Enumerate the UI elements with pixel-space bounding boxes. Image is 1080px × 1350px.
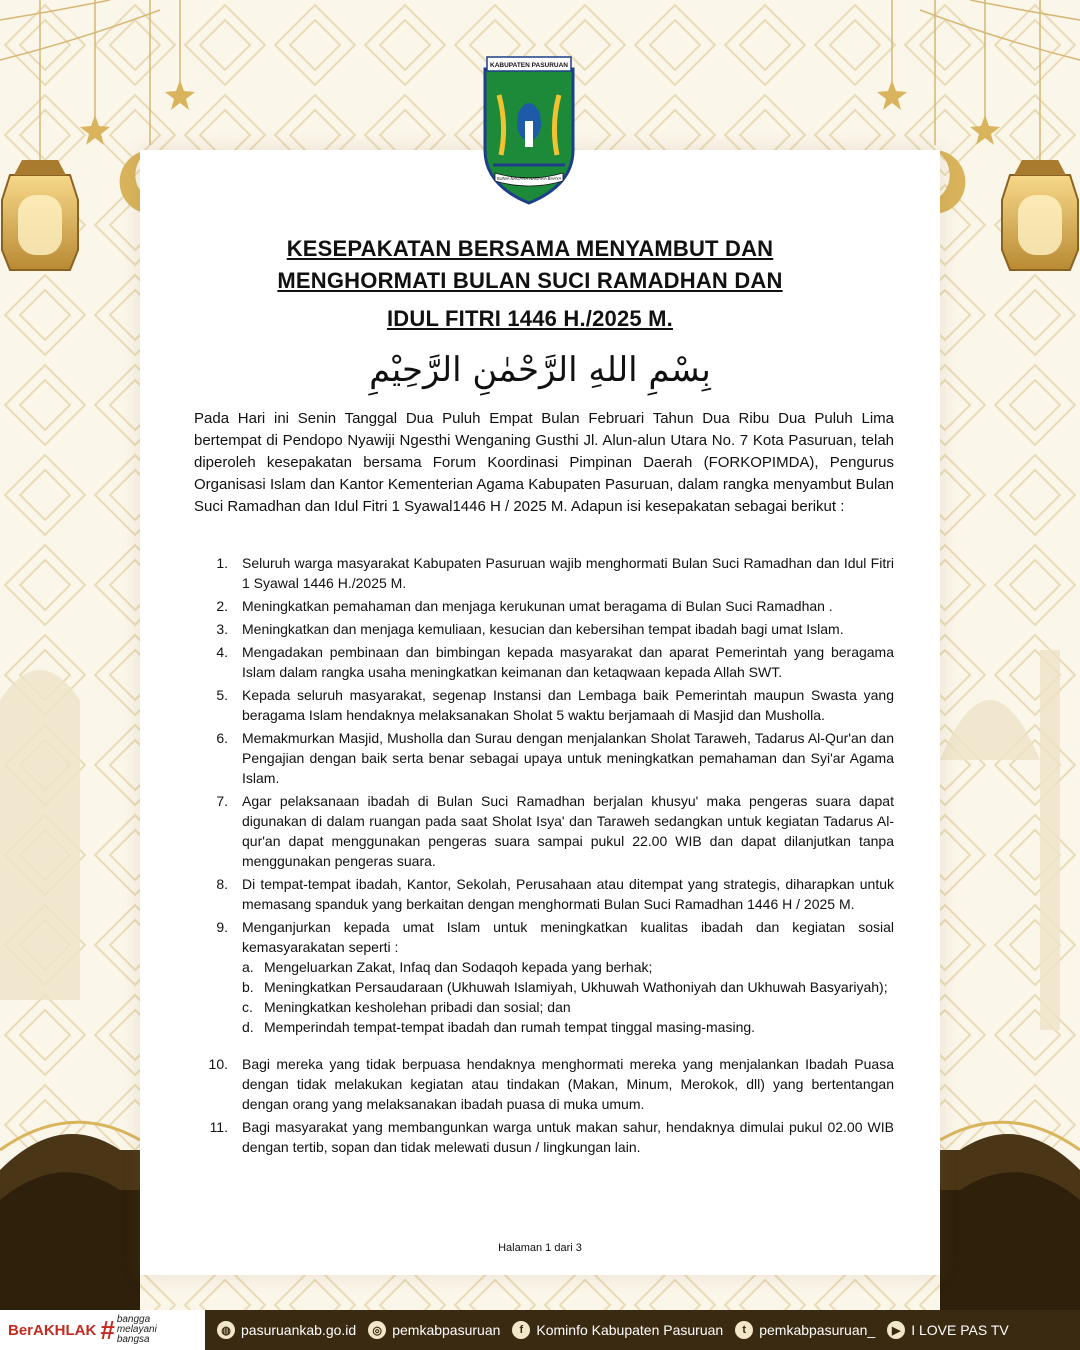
- berakhlak-logo: [0, 1310, 205, 1350]
- brand-name: BerAKHLAK: [8, 1321, 97, 1339]
- sub-item: d. Memperindah tempat-tempat ibadah dan rumah tempat tinggal masing-masing.: [242, 1019, 756, 1035]
- emblem-top-text: KABUPATEN PASURUAN: [490, 62, 568, 69]
- list-item: 8. Di tempat-tempat ibadah, Kantor, Sekolah, Perusahaan atau ditempat yang strategis, diharapkan untuk memasang spanduk yang berkaitan dengan menghormati Bulan Suci Ramadhan 1446 H / 2025 M.: [216, 876, 894, 912]
- list-item: 1. Seluruh warga masyarakat Kabupaten Pasuruan wajib menghormati Bulan Suci Ramadhan dan Idul Fitri 1 Syawal 1446 H./2025 M.: [216, 555, 894, 591]
- footer-bar: [0, 1310, 1080, 1350]
- hashtag-icon: #: [100, 1315, 115, 1345]
- twitter-link[interactable]: t pemkabpasuruan_: [735, 1321, 875, 1339]
- list-item: 4. Mengadakan pembinaan dan bimbingan kepada masyarakat dan aparat Pemerintah yang beragama Islam dalam rangka usaha meningkatkan keimanan dan ketaqwaan kepada Allah SWT.: [216, 644, 894, 680]
- website-link[interactable]: ◍ pasuruankab.go.id: [217, 1321, 356, 1339]
- agreement-list: [194, 553, 894, 1160]
- emblem-motto-text: SUNIA NAGARA NAGARA BHAYA: [496, 176, 562, 181]
- sub-item: c. Meningkatkan kesholehan pribadi dan sosial; dan: [242, 999, 571, 1015]
- globe-icon: ◍: [217, 1321, 235, 1339]
- basmalah: بِسْمِ اللهِ الرَّحْمٰنِ الرَّحِيْمِ: [369, 350, 711, 390]
- youtube-icon: ▶: [887, 1321, 905, 1339]
- title-line-3: IDUL FITRI 1446 H./2025 M.: [386, 306, 673, 331]
- facebook-link[interactable]: f Kominfo Kabupaten Pasuruan: [512, 1321, 723, 1339]
- list-item: 7. Agar pelaksanaan ibadah di Bulan Suci Ramadhan berjalan khusyu' maka pengeras suara dapat digunakan di dalam ruangan pada saat Sholat Isya' dan Taraweh sedangkan untuk kegiatan Tadarus Al-qur'an dapat menggunakan pengeras suara sampai pukul 22.00 WIB dan dapat dilanjutkan tanpa menggunakan pengeras suara.: [216, 793, 894, 869]
- title-line-1: KESEPAKATAN BERSAMA MENYAMBUT DAN: [286, 236, 774, 261]
- page-number: Halaman 1 dari 3: [498, 1242, 582, 1254]
- list-item-text: Menganjurkan kepada umat Islam untuk meningkatkan kualitas ibadah dan kegiatan sosial kemasyarakatan seperti :: [242, 919, 894, 955]
- list-item: 11. Bagi masyarakat yang membangunkan warga untuk makan sahur, hendaknya dimulai pukul 02.00 WIB dengan tertib, sopan dan tidak melewati dusun / lingkungan lain.: [209, 1119, 894, 1155]
- list-item: 10. Bagi mereka yang tidak berpuasa hendaknya menghormati mereka yang menjalankan Ibadah Puasa dengan tidak melakukan kegiatan atau tindakan (Makan, Minum, Merokok, dll) yang bertentangan dengan orang yang melaksanakan ibadah puasa di muka umum.: [208, 1056, 894, 1112]
- list-item: 9. Menganjurkan kepada umat Islam untuk meningkatkan kualitas ibadah dan kegiatan sosial kemasyarakatan seperti : a. Mengeluarkan Zakat, Infaq dan Sodaqoh kepada yang berhak; b. Meningkatkan Persaudaraan (Ukhuwah Islamiyah, Ukhuwah Wathoniyah dan Ukhuwah Basyariyah); c. Meningkatkan kesholehan pribadi dan sosial; dan d. Memperindah tempat-tempat ibadah dan rumah tempat tinggal masing-masing.: [216, 919, 894, 1035]
- instagram-icon: ◎: [368, 1321, 386, 1339]
- kabupaten-pasuruan-emblem: [481, 55, 577, 205]
- title-line-2: MENGHORMATI BULAN SUCI RAMADHAN DAN: [277, 268, 783, 293]
- lantern-left-icon: [2, 160, 78, 270]
- twitter-icon: t: [735, 1321, 753, 1339]
- facebook-icon: f: [512, 1321, 530, 1339]
- brand-tagline: bangga melayani bangsa: [116, 1314, 157, 1345]
- list-item: 6. Memakmurkan Masjid, Musholla dan Surau dengan menjalankan Sholat Taraweh, Tadarus Al-Qur'an dan Pengajian dengan baik serta benar sebagai upaya untuk meningkatkan pemahaman dan Syi'ar Agama Islam.: [216, 730, 894, 786]
- list-item: 3. Meningkatkan dan menjaga kemuliaan, kesucian dan kebersihan tempat ibadah bagi umat Islam.: [216, 621, 844, 637]
- lantern-right-icon: [1002, 160, 1078, 270]
- sub-item: b. Meningkatkan Persaudaraan (Ukhuwah Islamiyah, Ukhuwah Wathoniyah dan Ukhuwah Basyariyah);: [242, 979, 888, 995]
- intro-paragraph: Pada Hari ini Senin Tanggal Dua Puluh Empat Bulan Februari Tahun Dua Ribu Dua Puluh Lima bertempat di Pendopo Nyawiji Ngesthi Wenganing Gusthi Jl. Alun-alun Utara No. 7 Kota Pasuruan, telah diperoleh kesepakatan bersama Forum Koordinasi Pimpinan Daerah (FORKOPIMDA), Pengurus Organisasi Islam dan Kantor Kementerian Agama Kabupaten Pasuruan, dalam rangka menyambut Bulan Suci Ramadhan dan Idul Fitri 1 Syawal1446 H / 2025 M. Adapun isi kesepakatan sebagai berikut :: [194, 410, 894, 515]
- instagram-link[interactable]: ◎ pemkabpasuruan: [368, 1321, 500, 1339]
- youtube-link[interactable]: ▶ I LOVE PAS TV: [887, 1321, 1009, 1339]
- sub-item: a. Mengeluarkan Zakat, Infaq dan Sodaqoh kepada yang berhak;: [242, 959, 653, 975]
- list-item: 5. Kepada seluruh masyarakat, segenap Instansi dan Lembaga baik Pemerintah maupun Swasta yang beragama Islam hendaknya melaksanakan Sholat 5 waktu berjamaah di Masjid dan Musholla.: [216, 687, 894, 723]
- list-item: 2. Meningkatkan pemahaman dan menjaga kerukunan umat beragama di Bulan Suci Ramadhan .: [216, 598, 833, 614]
